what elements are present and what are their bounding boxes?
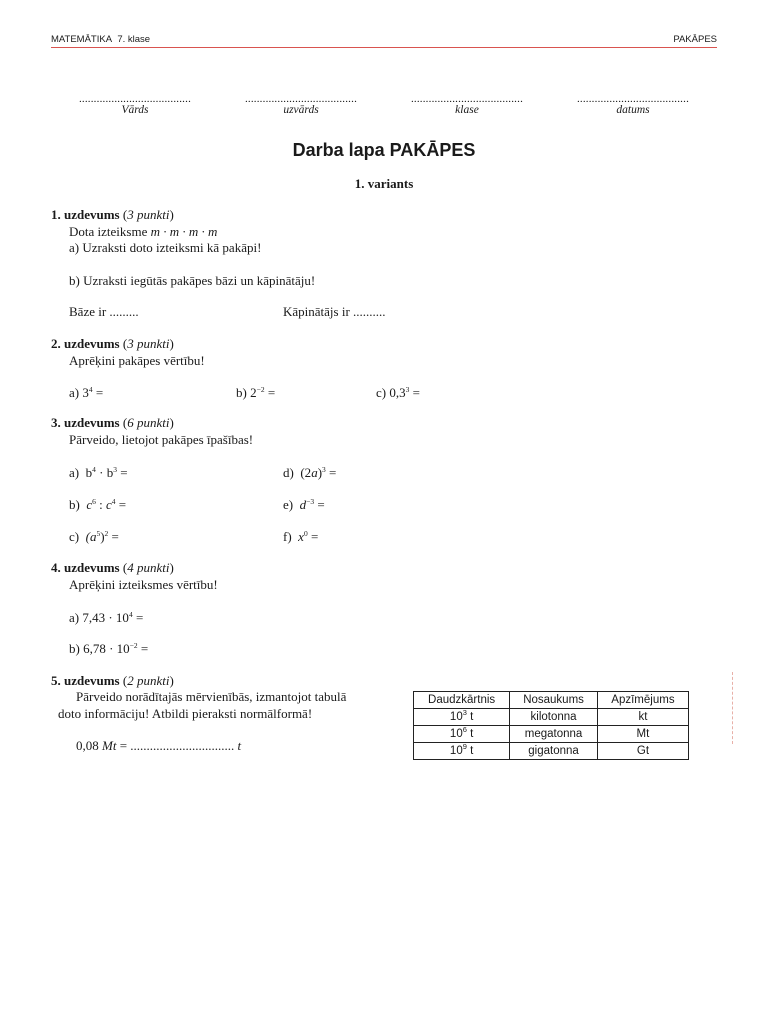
task-1-exponent: Kāpinātājs ir ..........	[283, 304, 386, 319]
table-row	[414, 726, 689, 743]
header-subject: MATEMĀTIKA 7. klase	[51, 34, 151, 45]
table-row	[414, 709, 689, 726]
task-4-intro: Aprēķini izteiksmes vērtību!	[69, 577, 218, 592]
task-5-line-1: Pārveido norādītajās mērvienībās, izmantojot tabulā	[76, 689, 347, 704]
table-cell-symbol: Mt	[597, 726, 688, 743]
header-divider	[51, 47, 717, 48]
task-4-b: b) $6,78 \cdot 10^{-2}$ =	[69, 641, 149, 656]
task-1-b: b) Uzraksti iegūtās pakāpes bāzi un kāpinātāju!	[69, 273, 316, 288]
task-5-answer: 0,08 Mt = ................................ t	[76, 738, 242, 753]
table-header-cell: Daudzkārtnis	[414, 692, 510, 709]
field-date: ...................................... datums	[576, 93, 690, 116]
margin-mark	[732, 672, 734, 744]
task-1-base: Bāze ir .........	[69, 304, 139, 319]
task-1-a: a) Uzraksti doto izteiksmi kā pakāpi!	[69, 240, 262, 255]
task-3-c: c) $(a^5)^2$ =	[69, 529, 119, 544]
header-topic: PAKĀPES	[673, 34, 717, 45]
task-5-title: 5. uzdevums (2 punkti)	[51, 673, 174, 688]
page-title: Darba lapa PAKĀPES	[292, 140, 476, 160]
task-3-title: 3. uzdevums (6 punkti)	[51, 415, 174, 430]
field-name: ...................................... Vārds	[78, 93, 192, 116]
table-cell-multiple: $10^9$ t	[414, 743, 510, 760]
task-1-intro: Dota izteiksme m · m · m · m	[69, 224, 218, 239]
table-cell-symbol: kt	[597, 709, 688, 726]
task-4-a: a) $7,43 \cdot 10^4$ =	[69, 610, 144, 625]
field-surname: ...................................... uzvārds	[244, 93, 358, 116]
table-cell-name: kilotonna	[510, 709, 598, 726]
variant-label: 1. variants	[354, 176, 414, 191]
table-header-row	[414, 692, 689, 709]
task-2-c: c) $0,3^3$ =	[376, 385, 420, 400]
task-5-line-2: doto informāciju! Atbildi pieraksti normālformā!	[58, 706, 313, 721]
task-3-a: a) $b^4 \cdot b^3$ =	[69, 465, 128, 480]
task-3-f: f) $x^0$ =	[283, 529, 319, 544]
task-3-d: d) $(2a)^3$ =	[283, 465, 337, 480]
table-cell-name: gigatonna	[510, 743, 598, 760]
table-cell-multiple: $10^3$ t	[414, 709, 510, 726]
table-cell-symbol: Gt	[597, 743, 688, 760]
units-table	[413, 691, 689, 760]
task-3-intro: Pārveido, lietojot pakāpes īpašības!	[69, 432, 254, 447]
task-3-e: e) $d^{-3}$ =	[283, 497, 325, 512]
task-2-a: a) $3^4$ =	[69, 385, 104, 400]
table-cell-name: megatonna	[510, 726, 598, 743]
task-4-title: 4. uzdevums (4 punkti)	[51, 560, 174, 575]
table-row	[414, 743, 689, 760]
table-cell-multiple: $10^6$ t	[414, 726, 510, 743]
task-2-b: b) $2^{-2}$ =	[236, 385, 276, 400]
table-header-cell: Nosaukums	[510, 692, 598, 709]
task-2-intro: Aprēķini pakāpes vērtību!	[69, 353, 205, 368]
task-3-b: b) $c^6$ : $c^4$ =	[69, 497, 127, 512]
field-class: ...................................... klase	[410, 93, 524, 116]
table-header-cell: Apzīmējums	[597, 692, 688, 709]
task-2-title: 2. uzdevums (3 punkti)	[51, 336, 174, 351]
task-1-title: 1. uzdevums (3 punkti)	[51, 207, 174, 222]
